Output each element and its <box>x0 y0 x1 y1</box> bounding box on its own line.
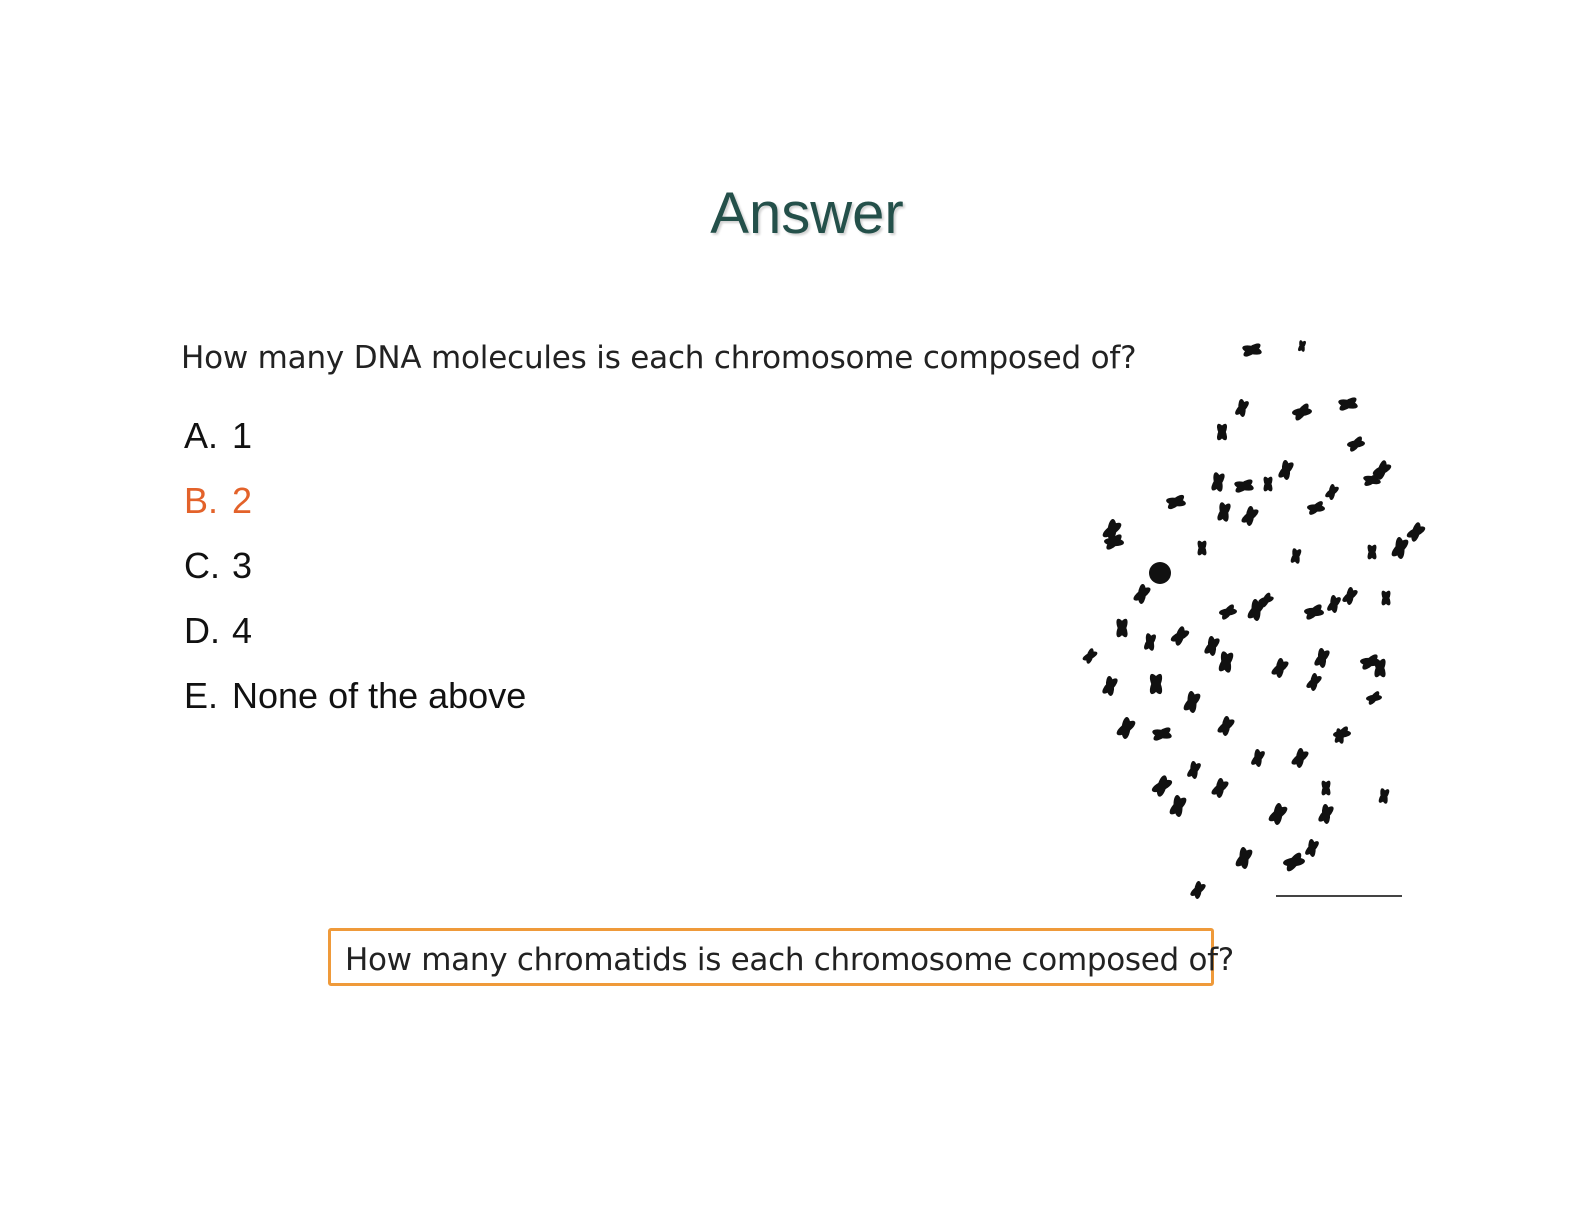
chromosome-mark <box>1380 589 1393 606</box>
chromosome-mark <box>1099 673 1121 699</box>
chromosome-mark <box>1311 645 1333 671</box>
chromosome-mark <box>1208 775 1232 801</box>
chromosome-mark <box>1322 481 1341 502</box>
option-d <box>184 607 526 672</box>
option-b-correct <box>184 477 526 542</box>
chromosome-mark <box>1215 649 1236 675</box>
chromosome-mark <box>1148 771 1176 800</box>
chromosome-mark <box>1238 503 1262 529</box>
option-a <box>184 412 526 477</box>
chromosome-mark <box>1232 476 1256 495</box>
chromosome-mark <box>1288 745 1312 771</box>
question-text: How many DNA molecules is each chromosome composed of? <box>181 340 1137 376</box>
chromosome-mark <box>1248 746 1268 769</box>
chromosome-mark <box>1114 617 1130 639</box>
chromosome-mark <box>1232 844 1256 872</box>
chromosome-mark <box>1320 779 1333 796</box>
chromosome-mark <box>1268 655 1292 681</box>
chromosome-mark <box>1201 633 1223 659</box>
chromosome-mark <box>1196 539 1209 556</box>
option-letter: C. <box>184 545 220 586</box>
chromosome-mark <box>1289 400 1315 424</box>
chromosome-mark <box>1388 534 1412 562</box>
chromosome-mark <box>1167 623 1193 650</box>
chromosome-mark <box>1150 724 1174 743</box>
chromosome-mark <box>1315 801 1337 827</box>
option-text: 3 <box>232 545 253 586</box>
chromosome-mark <box>1214 500 1233 524</box>
answer-options-list <box>184 412 526 737</box>
chromosome-mark <box>1208 470 1227 494</box>
chromosome-mark <box>1164 492 1189 513</box>
chromosome-mark <box>1366 543 1379 560</box>
option-letter: B. <box>184 480 219 521</box>
option-letter: E. <box>184 675 219 716</box>
chromosome-mark <box>1302 836 1322 859</box>
chromosome-mark <box>1336 394 1360 413</box>
chromosome-mark <box>1080 645 1101 666</box>
chromosome-mark <box>1147 672 1164 696</box>
chromosome-mark <box>1141 631 1158 653</box>
option-e <box>184 672 526 737</box>
nucleus-mark <box>1149 562 1171 584</box>
chromosome-mark <box>1216 601 1240 623</box>
slide-title: Answer <box>710 181 904 246</box>
chromosome-mark <box>1113 713 1140 742</box>
chromosome-mark <box>1215 422 1229 441</box>
chromosome-mark <box>1262 475 1275 492</box>
option-text: 2 <box>232 480 253 521</box>
chromosome-mark <box>1214 713 1238 739</box>
chromosome-mark <box>1303 670 1325 694</box>
chromosome-mark <box>1184 758 1204 781</box>
chromosome-mark <box>1166 792 1190 820</box>
chromosome-mark <box>1130 581 1154 607</box>
chromosome-mark <box>1301 601 1327 623</box>
chromosome-mark <box>1187 878 1209 902</box>
option-letter: D. <box>184 610 220 651</box>
chromosome-mark <box>1376 786 1391 805</box>
option-c <box>184 542 526 607</box>
chromosome-mark <box>1363 688 1384 707</box>
callout-question-box: How many chromatids is each chromosome composed of? <box>328 928 1214 986</box>
chromosome-mark <box>1344 433 1368 455</box>
chromosome-mark <box>1296 339 1308 353</box>
chromosome-mark <box>1240 340 1264 359</box>
chromosome-mark <box>1275 457 1297 483</box>
chromosome-mark <box>1288 546 1303 565</box>
option-text: 4 <box>232 610 253 651</box>
chromosome-mark <box>1279 849 1308 876</box>
chromosome-mark <box>1180 688 1204 716</box>
option-letter: A. <box>184 415 219 456</box>
chromosomes <box>1080 339 1429 902</box>
chromosome-mark <box>1265 799 1292 828</box>
chromosome-mark <box>1232 396 1252 419</box>
chromosome-mark <box>1339 584 1361 608</box>
chromosome-mark <box>1304 498 1327 518</box>
option-text: 1 <box>232 415 253 456</box>
chromosome-mark <box>1324 592 1344 615</box>
option-text: None of the above <box>232 675 527 716</box>
chromosome-spread-image <box>1070 320 1450 920</box>
